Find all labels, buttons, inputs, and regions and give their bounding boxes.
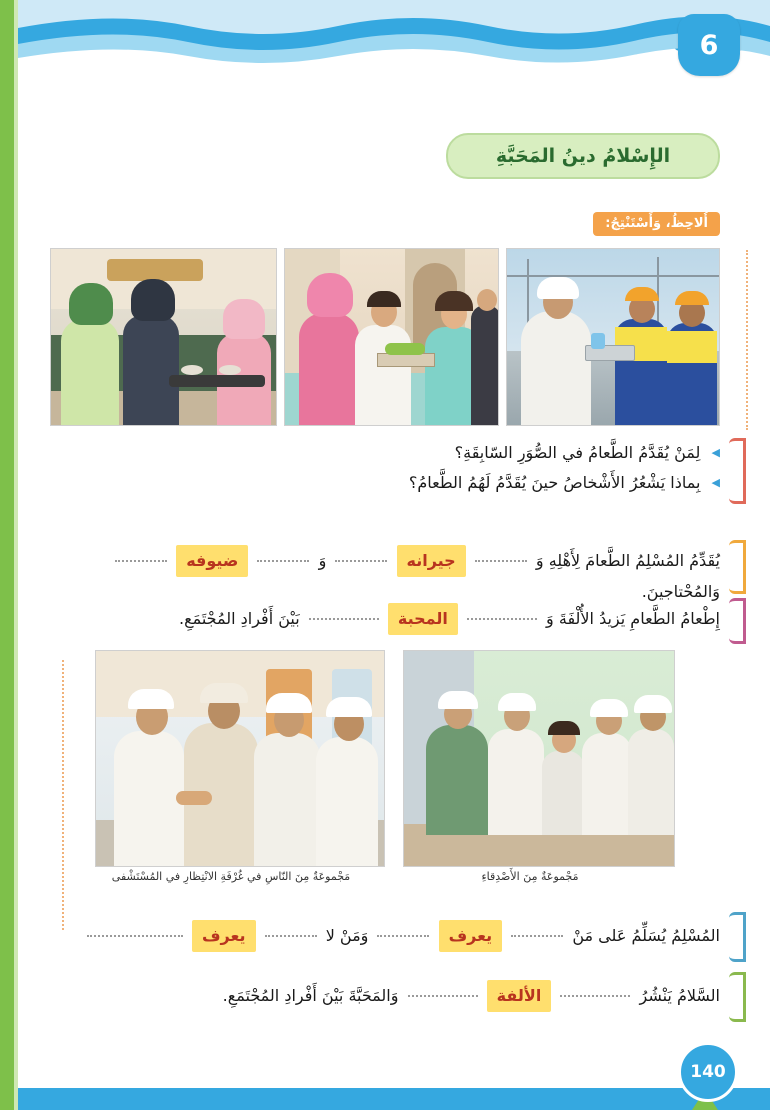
header-wave-decoration [18,0,770,86]
page-title: الإِسْلامُ دينُ المَحَبَّةِ [446,133,720,179]
sentence-text-part: يُقَدِّمُ المُسْلِمُ الطَّعامَ لِأَهْلِهِ وَ [535,551,720,570]
page-spine [0,0,14,1110]
fill-in-sentence-greeting [70,920,720,952]
blank-line[interactable] [467,618,537,620]
question-item-1 [70,438,720,468]
fill-in-sentence-food [70,545,720,607]
decorative-bracket-sentence-2 [729,598,746,644]
fill-in-sentence-peace [70,980,720,1012]
unit-number-badge [678,14,740,76]
sentence-text-part: وَالمَحَبَّةَ بَيْنَ أَفْرادِ المُجْتَمَعِ. [222,986,399,1005]
blank-line[interactable] [309,618,379,620]
question-item-2 [70,468,720,498]
photo-row-bottom [95,650,675,865]
blank-line[interactable] [265,935,317,937]
photo-friends [95,650,385,867]
photo-caption-waiting-room: مَجْموعَةٌ مِنَ النّاسِ في غُرْفَةِ الانْتِظارِ في المُسْتَشْفى [111,870,351,883]
questions-block [70,438,720,498]
blank-line[interactable] [475,560,527,562]
page-number-badge [678,1042,738,1102]
page-number: 140 [690,1062,726,1082]
blank-line[interactable] [511,935,563,937]
decorative-bracket-sentence-4 [729,972,746,1022]
dotted-connector-right [746,250,748,430]
answer-love[interactable]: المحبة [388,603,458,635]
blank-line[interactable] [115,560,167,562]
footer-band [18,1088,770,1110]
sentence-text-part: بَيْنَ أَفْرادِ المُجْتَمَعِ. [178,609,300,628]
blank-line[interactable] [335,560,387,562]
photo-worker-food [506,248,720,426]
fill-in-sentence-love [70,603,720,635]
sentence-text-part: إِطْعامُ الطَّعامِ يَزيدُ الأُلْفَةَ وَ [546,609,720,628]
sentence-text-part: السَّلامُ يَنْشُرُ [639,986,720,1005]
photo-caption-friends: مَجْموعَةٌ مِنَ الأَصْدِقاءِ [481,870,579,883]
blank-line[interactable] [560,995,630,997]
bullet-icon: ◀ [711,446,720,459]
answer-neighbors[interactable]: جيرانه [397,545,466,577]
dotted-connector-left [62,660,64,930]
sentence-text-part: المُسْلِمُ يُسَلِّمُ عَلى مَنْ [572,926,720,945]
sentence-text-part: وَالمُحْتاجينَ. [641,582,720,601]
blank-line[interactable] [408,995,478,997]
question-2-text: بِماذا يَشْعُرُ الأَشْخاصُ حينَ يُقَدَّمُ لَهُمُ الطَّعامُ؟ [408,473,701,492]
question-1-text: لِمَنْ يُقَدَّمُ الطَّعامُ في الصُّوَرِ السّابِقَةِ؟ [454,443,701,462]
instruction-chip: أُلاحِظُ، وَأَسْتَنْتِجُ: [593,212,720,236]
answer-knows-2[interactable]: يعرف [192,920,256,952]
blank-line[interactable] [257,560,309,562]
sentence-text-part: وَ [318,551,327,570]
photo-family-food [284,248,498,426]
sentence-text-part: وَمَنْ لا [325,926,369,945]
photo-waiting-room [403,650,675,867]
answer-knows-1[interactable]: يعرف [439,920,503,952]
bullet-icon: ◀ [711,476,720,489]
decorative-bracket-sentence-1 [729,540,746,594]
answer-guests[interactable]: ضيوفه [176,545,248,577]
decorative-bracket-questions [729,438,746,504]
page-spine-inner [14,0,18,1110]
decorative-bracket-sentence-3 [729,912,746,962]
photo-restaurant-food [50,248,277,426]
answer-harmony[interactable]: الألفة [487,980,552,1012]
blank-line[interactable] [377,935,429,937]
photo-row-top [50,248,720,424]
blank-line[interactable] [87,935,183,937]
unit-number: 6 [699,29,719,61]
